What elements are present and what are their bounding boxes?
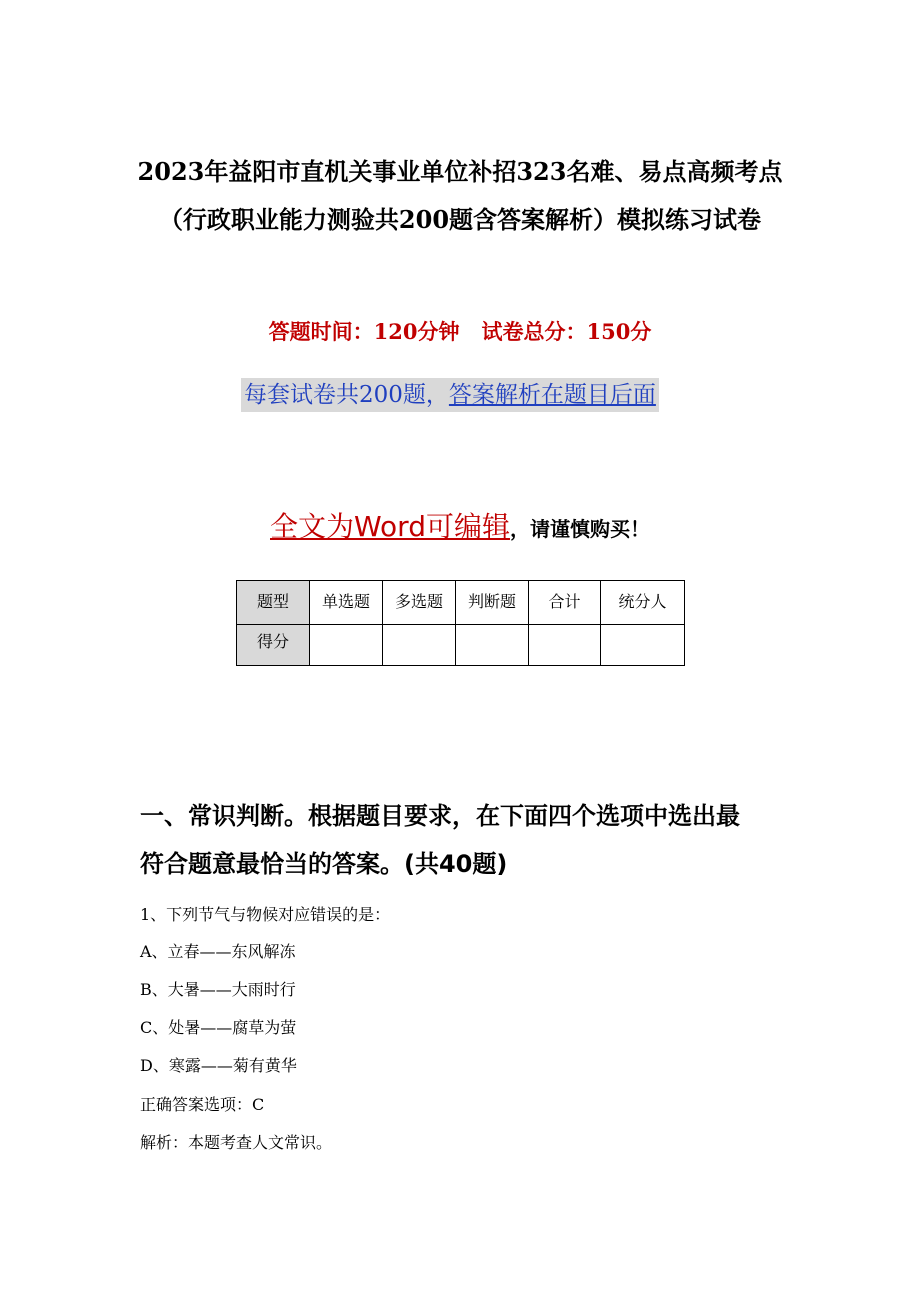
document-title-line-1: 2023年益阳市直机关事业单位补招323名难、易点高频考点 <box>137 157 783 186</box>
score-cell <box>310 625 383 666</box>
score-cell <box>601 625 685 666</box>
score-table-header-row <box>237 581 685 625</box>
section-heading-line-1: 一、常识判断。根据题目要求，在下面四个选项中选出最 <box>140 802 740 830</box>
score-table <box>236 580 685 666</box>
header-cell-total: 合计 <box>529 581 601 625</box>
option-d: D、寒露——菊有黄华 <box>140 1056 297 1075</box>
header-cell-scorer: 统分人 <box>601 581 685 625</box>
exam-meta <box>0 316 920 346</box>
word-editable-text: 全文为Word可编辑 <box>270 510 510 543</box>
exam-total-score: 试卷总分：150分 <box>481 319 652 344</box>
header-cell-type: 题型 <box>237 581 310 625</box>
score-cell <box>529 625 601 666</box>
header-cell-single: 单选题 <box>310 581 383 625</box>
document-title-line-2: （行政职业能力测验共200题含答案解析）模拟练习试卷 <box>158 205 762 234</box>
header-cell-judgement: 判断题 <box>456 581 529 625</box>
purchase-caution-text: ，请谨慎购买！ <box>509 517 650 541</box>
score-table-score-row <box>237 625 685 666</box>
notice-part-1: 每套试卷共200题， <box>244 382 449 408</box>
header-cell-multiple: 多选题 <box>383 581 456 625</box>
question-count-notice <box>241 378 659 412</box>
word-editable-notice <box>0 505 920 545</box>
score-cell <box>456 625 529 666</box>
option-b: B、大暑——大雨时行 <box>140 980 296 999</box>
correct-answer: 正确答案选项：C <box>140 1095 265 1114</box>
exam-time: 答题时间：120分钟 <box>268 319 460 344</box>
score-cell <box>383 625 456 666</box>
row-label-score: 得分 <box>237 625 310 666</box>
answer-analysis: 解析：本题考查人文常识。 <box>140 1133 333 1152</box>
notice-part-2: 答案解析在题目后面 <box>448 382 656 408</box>
option-c: C、处暑——腐草为萤 <box>140 1018 297 1037</box>
option-a: A、立春——东风解冻 <box>140 942 296 961</box>
section-heading-line-2: 符合题意最恰当的答案。(共40题) <box>140 850 508 878</box>
question-stem: 1、下列节气与物候对应错误的是： <box>140 905 391 924</box>
